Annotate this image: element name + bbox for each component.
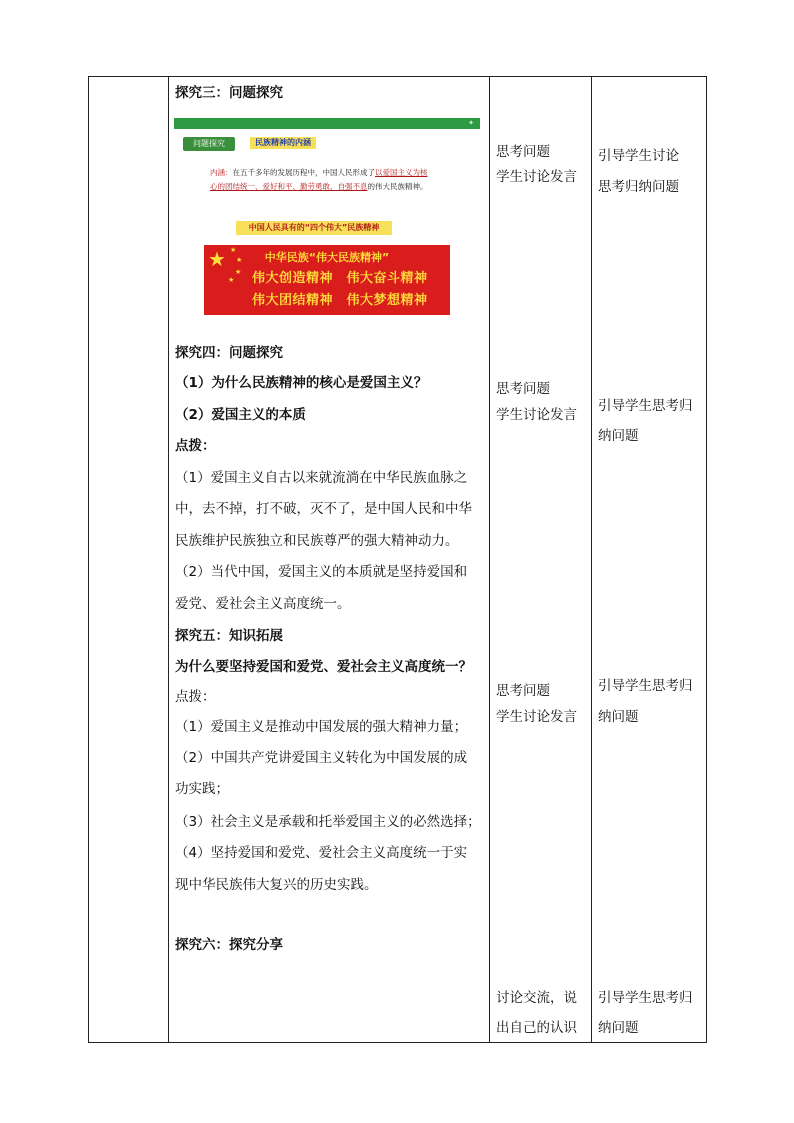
student-activity: 学生讨论发言 — [496, 709, 577, 725]
body-line: （1）爱国主义是推动中国发展的强大精神力量； — [175, 719, 468, 735]
star-icon: ★ — [236, 256, 243, 264]
teacher-guidance: 思考归纳问题 — [598, 179, 679, 195]
hint-label: 点拨： — [175, 689, 216, 705]
student-activity: 思考问题 — [496, 381, 550, 397]
teacher-guidance: 引导学生思考归 — [598, 678, 693, 694]
slide-para-text: 在五千多年的发展历程中，中国人民形成了 — [232, 168, 375, 177]
column-divider — [168, 77, 169, 1042]
section-title-5: 探究五：知识拓展 — [175, 628, 283, 644]
student-activity: 思考问题 — [496, 683, 550, 699]
question-line: （2）爱国主义的本质 — [175, 407, 306, 423]
star-icon: ★ — [208, 247, 226, 271]
body-line: 功实践； — [175, 781, 229, 797]
body-line: 民族维护民族独立和民族尊严的强大精神动力。 — [175, 533, 459, 549]
body-line: 中，去不掉，打不破，灭不了，是中国人民和中华 — [175, 501, 472, 517]
star-icon: ★ — [230, 246, 237, 254]
slide-paragraph — [210, 166, 460, 194]
slide-tag: 中国人民具有的“四个伟大”民族精神 — [236, 221, 392, 235]
section-title-4: 探究四：问题探究 — [175, 345, 283, 361]
student-activity: 出自己的认识 — [496, 1020, 577, 1036]
slide-para-highlight: 以爱国主义为核 — [375, 168, 428, 177]
banner-row: 伟大创造精神 伟大奋斗精神 — [252, 271, 428, 286]
section-title-6: 探究六：探究分享 — [175, 937, 283, 953]
banner-row: 伟大团结精神 伟大梦想精神 — [252, 293, 428, 308]
body-line: 爱党、爱社会主义高度统一。 — [175, 596, 351, 612]
student-activity: 讨论交流，说 — [496, 990, 577, 1006]
body-line: （4）坚持爱国和爱党、爱社会主义高度统一于实 — [175, 845, 468, 861]
column-divider — [489, 77, 490, 1042]
banner-title: 中华民族“伟大民族精神” — [264, 251, 390, 264]
body-line: （3）社会主义是承载和托举爱国主义的必然选择； — [175, 814, 481, 830]
slide-image — [174, 118, 480, 326]
question-line: 为什么要坚持爱国和爱党、爱社会主义高度统一？ — [175, 659, 472, 675]
teacher-guidance: 引导学生思考归 — [598, 398, 693, 414]
slide-badge: 问题探究 — [183, 137, 235, 151]
slide-para-highlight: 心的团结统一、爱好和平、勤劳勇敢、自强不息 — [210, 182, 368, 191]
teacher-guidance: 纳问题 — [598, 1020, 639, 1036]
slide-subtitle: 民族精神的内涵 — [250, 137, 316, 149]
logo-icon: ✦ — [468, 119, 474, 127]
teacher-guidance: 引导学生思考归 — [598, 990, 693, 1006]
teacher-guidance: 纳问题 — [598, 709, 639, 725]
column-divider — [591, 77, 592, 1042]
teacher-guidance: 纳问题 — [598, 428, 639, 444]
star-icon: ★ — [228, 276, 235, 284]
slide-para-label: 内涵： — [210, 168, 233, 177]
student-activity: 学生讨论发言 — [496, 407, 577, 423]
body-line: （2）中国共产党讲爱国主义转化为中国发展的成 — [175, 750, 468, 766]
lesson-table — [88, 76, 707, 1043]
star-icon: ★ — [235, 268, 242, 276]
section-title-3: 探究三：问题探究 — [175, 85, 283, 101]
question-line: （1）为什么民族精神的核心是爱国主义？ — [175, 375, 428, 391]
body-line: 现中华民族伟大复兴的历史实践。 — [175, 877, 378, 893]
spirit-banner — [204, 245, 450, 315]
body-line: （1）爱国主义自古以来就流淌在中华民族血脉之 — [175, 470, 468, 486]
body-line: （2）当代中国，爱国主义的本质就是坚持爱国和 — [175, 564, 468, 580]
teacher-guidance: 引导学生讨论 — [598, 148, 679, 164]
slide-header-bar — [174, 118, 480, 129]
student-activity: 学生讨论发言 — [496, 169, 577, 185]
hint-label: 点拨： — [175, 438, 216, 454]
slide-para-text: 的伟大民族精神。 — [367, 182, 428, 191]
student-activity: 思考问题 — [496, 144, 550, 160]
